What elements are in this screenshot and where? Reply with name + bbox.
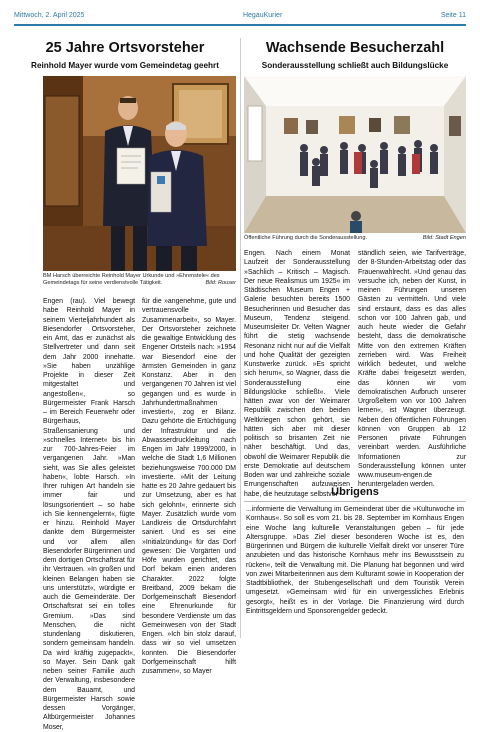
right-caption [244,235,466,242]
box-body [246,505,464,637]
right-photo-credit: Bild: Stadt Engen [422,235,466,241]
right-headline: Wachsende Besucherzahl [265,40,445,56]
left-photo [43,76,236,271]
right-body-2: ständlich seien, wie Tarifverträge, der 8-Stunden-Arbeitstag oder das Frauenwahlrecht. »Und genau das versuche ich, neben der Kunst, in meinen Führungen unseren Gästen zu vermitteln. Und viele sind erstaunt, dass es das alles schon vor 100 Jahren gab, und auch heute wieder die Gefahr besteht, dass die demokratische Mitte von den extremen Kräften zerrieben wird. Was Freiheit wirklich bedeutet, und welche Kräfte dabei freigesetzt werden, das können wir vom demokratischen Aufbruch unserer Urgroßeltern von vor 100 Jahren lernen«, ist Wagner überzeugt. Neben den öffentlichen Führungen können von Gruppen ab 12 Personen private Führungen vereinbart werden. Ausführliche Informationen zur Sonderausstellung können unter www.museum-engen.de heruntergeladen werden. [358,250,466,489]
left-caption [43,273,236,287]
left-column-2 [142,297,236,675]
column-divider [240,38,241,638]
left-body-1: Engen (rau). Viel bewegt habe Reinhold Mayer in seinem Vierteljahrhundert als Biesendorfer Ortsvorsteher, ein Amt, das er zunächst als Stellvertreter und dann seit dem Jahr 2000 innehatte. »Sie haben unzählige Projekte in dieser Zeit mitgestaltet und angestoßen«, so Bürgermeister Frank Harsch – im Bereich Feuerwehr oder Bürgerhaus, Straßensanierung und »schnelles Internet« bis hin zur 700-Jahres-Feier im vergangenen Jahr. »Man sieht, was Sie alles geleistet haben«, lobte Harsch. »In Ihrer ruhigen Art handeln sie immer fair und lösungsorientiert – so habe ich Sie kennengelernt«, fügte er hinzu. Reinhold Mayer dankte dem Bürgermeister und vor allem allen Biesendorfer Bürgerinnen und dem dortigen Ortschaftsrat für ihr Vertrauen. »In großen und kleinen Belangen haben sie uns unterstützt«, würdigte er auch die Gemeinderäte. Der Ortschaftsrat sei ein tolles Gremium. »Das sind Menschen, die nicht stundenlang diskutieren, sondern gemeinsam handeln. Da wird kräftig zugepackt«, so Mayer. Sein Dank galt neben seiner Familie auch der Verwaltung, insbesondere dem Bauamt, und Bürgermeister Harsch sowie dessen Vorgänger, Altbürgermeister Johannes Moser, [43,298,135,731]
left-column-1 [43,297,135,731]
right-column-2 [358,249,466,489]
left-headline: 25 Jahre Ortsvorsteher [45,40,205,56]
left-caption-text: BM Harsch überreichte Reinhold Mayer Urkunde und »Ehrenstele« des Gemeindetags für seine verdienstvolle Tätigkeit. [43,273,220,286]
box-rule [244,501,466,502]
left-subline: Reinhold Mayer wurde vom Gemeindetag geehrt [31,61,219,70]
page-header [14,8,466,22]
right-subline: Sonderausstellung schließt auch Bildungslücke [261,61,449,70]
publication-name: HegauKurier [242,11,283,19]
header-rule [14,24,466,26]
box-title: Übrigens [331,486,379,498]
issue-date: Mittwoch, 2. April 2025 [14,11,85,19]
right-body-1: Engen. Nach einem Monat Laufzeit der Sonderausstellung »Sachlich – Kritisch – Magisch. Der neue Realismus um 1925« im Städtischen Museum Engen + Galerie besuchten bereits 1500 Besucherinnen und Besucher das Museum, Tendenz steigend. Museumsleiter Dr. Velten Wagner führt die stetig wachsende Resonanz nicht nur auf die Vielfalt und hohe Qualität der gezeigten Kunstwerke zurück. »Es spricht sich herum«, so Wagner, dass die Sonderausstellung eine Bildungslücke schließt«. Viele hätten zwar von der Weimarer Republik zwischen den beiden Weltkriegen schon gehört, sie hätten sich aber mit dieser politisch so brisanten Zeit nie näher beschäftigt. Und das, obwohl die Weimarer Republik die erste Demokratie auf deutschem Boden war und zahlreiche soziale Errungenschaften aufzuweisen habe, die heutzutage selbstver- [244,250,350,498]
box-text: ...informierte die Verwaltung im Gemeinderat über die »Kulturwoche im Kornhaus«. So soll es vom 21. bis 28. September im Kornhaus Engen eine Woche lang kulturelle Veranstaltungen geben – für jede Altersgruppe. »Das Ziel dieser besonderen Woche ist es, den Bürgerinnen und Bürgern die kulturelle Vielfalt direkt vor unserer Türe anzubieten und das historische Kornhaus mehr ins Bewusstsein zu rücken«, teilt die Verwaltung mit. Die Planung hat begonnen und wird von zwei Mitarbeiterinnen aus dem Kulturamt sowie in Kooperation der Stadtbibliothek, der Stubengesellschaft und dem Touristik Verein umgesetzt. »Gemeinsam wird für ein unvergessliches Erlebnis gesorgt«, heißt es in der Vorlage. Die Finanzierung wird durch Eintrittsgeldern und Sponsorengelder gedeckt. [246,506,464,615]
right-photo [244,76,466,233]
right-column-1 [244,249,350,498]
left-body-2: für die »angenehme, gute und vertrauensvolle Zusammenarbeit«, so Mayer. Der Ortsvorsteher zeichnete die gewaltige Entwicklung des Engener Ortsteils nach: »1954 war Biesendorf eine der ärmsten Gemeinden in ganz Konstanz. Aber in den vergangenen 70 Jahren ist viel gegangen und es wurde in Jahrhundertmaßnahmen investiert«, zog er Bilanz. Dazu gehörte die Ertüchtigung der Infrastruktur und die Abwasserdruckleitung nach Engen im Jahr 1999/2000, in welche die Stadt 1,6 Millionen beziehungsweise 700.000 DM investierte. »Mit der Leitung hatte es 20 Jahre gedauert bis zur Umsetzung, aber es hat sich gelohnt«, erinnerte sich Mayer. Zusätzlich wurde vom Landkreis die Ortsdurchfahrt saniert. Und es sei eine »Initialzündung« für das Dorf gewesen: Die Vorgärten und Höfe wurden gerichtet, das Dorf bekam einen anderen Charakter. 2022 folgte Breitband, 2009 bekam die Dorfgemeinschaft Biesendorf eine Ehrenurkunde für besondere Verdienste um das Gemeinwesen von der Stadt Engen. »Ich bin stolz darauf, dass wir so viel umsetzen konnten. Die Biesendorfer Dorfgemeinschaft hilft zusammen«, so Mayer [142,298,236,675]
right-caption-text: Öffentliche Führung durch die Sonderausstellung. [244,235,368,241]
left-photo-credit: Bild: Rouser [205,280,236,286]
page-number: Seite 11 [440,11,466,19]
